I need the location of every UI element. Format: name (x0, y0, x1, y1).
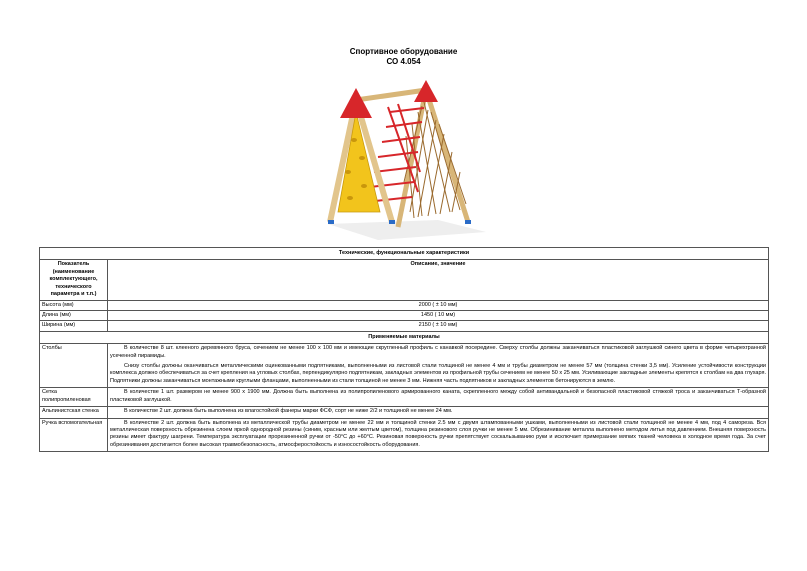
equipment-illustration (318, 72, 490, 242)
row-label: Длина (мм) (40, 310, 108, 320)
row-description (108, 418, 769, 452)
table-row (40, 300, 769, 310)
table-row (40, 418, 769, 452)
row-label: Высота (мм) (40, 300, 108, 310)
row-description (108, 407, 769, 418)
row-description (108, 344, 769, 388)
row-value: 2000 ( ± 10 мм) (108, 300, 769, 310)
table-row (40, 407, 769, 418)
row-label: Сетка полипропиленовая (40, 388, 108, 407)
table-row (40, 310, 769, 320)
description-paragraph: В количестве 1 шт. размером не менее 900 х 1900 мм. Должна быть выполнена из полипропиленового армированного каната, скрепленного между собой антивандальной и безопасной пластиковой стяжкой троса и заканчиваться Т-образной пластиковой заглушкой. (110, 389, 766, 403)
row-label: Ширина (мм) (40, 321, 108, 331)
row-value: 1450 ( 10 мм) (108, 310, 769, 320)
table-row (40, 344, 769, 388)
table-row (40, 321, 769, 331)
section-title-materials: Применяемые материалы (40, 331, 769, 343)
description-paragraph: Снизу столбы должны оканчиваться металлическими оцинкованными подпятниками, выполненными из листовой стали толщиной не менее 4 мм и трубы диаметром не менее 57 мм (толщина стенки 3,5 мм). Усиление устойчивости конструкции комплекса должно обеспечиваться за счет крепления на угловых столбах, перпендикулярно подпятникам, закладных элементов из профильной трубы сечением не менее 50 х 25 мм. Усиливающие закладные элементы крепятся к столбам на два глухаря. Подпятники должны заканчиваться монтажными круглыми фланцами, выполненными из стали толщиной не менее 3 мм. Нижняя часть подпятников и закладных элементов бетонируются в землю. (110, 363, 766, 384)
section-title-characteristics: Технические, функциональные характеристики (40, 248, 769, 260)
row-value: 2150 ( ± 10 мм) (108, 321, 769, 331)
row-label: Альпинистская стенка (40, 407, 108, 418)
page-title: Спортивное оборудование (349, 47, 458, 56)
description-paragraph: В количестве 8 шт. клееного деревянного бруса, сечением не менее 100 х 100 мм и имеющие скругленный профиль с канавкой посередине. Сверху столбы должны заканчиваться пластиковой заглушкой синего цвета в форме четырехгранной усеченной пирамиды. (110, 345, 766, 359)
row-label: Ручка вспомогательная (40, 418, 108, 452)
column-header-parameter: Показатель (наименование комплектующего, технического параметра и т.п.) (40, 260, 108, 300)
table-row (40, 388, 769, 407)
row-label: Столбы (40, 344, 108, 388)
description-paragraph: В количестве 2 шт. должна быть выполнена из металлической трубы диаметром не менее 22 мм и толщиной стенки 2.5 мм с двумя штампованными ушками, выполненными из листовой стали толщиной не менее 4 мм, под 4 самореза. Вся металлическая поверхность обрезинена слоем яркой однородной резины (синим, красным или желтым цветом), толщина резинового слоя ручки не менее 5 мм. Обрезинивание металла выполнено методом литья под давлением. Внешняя поверхность резины имеет фактуру шагрени. Температура эксплуатации прорезиненной ручки от -50°С до +60°С. Резиновая поверхность ручки препятствует соскальзыванию руки и исключает примерзание мягких тканей человека в холодное время года. За счет обрезинивания достигается более высокая травмобезопасность, атмосферостойкость и износостойкость оборудования. (110, 419, 766, 448)
spec-table (39, 247, 769, 452)
description-paragraph: В количестве 2 шт. должна быть выполнена из влагостойкой фанеры марки ФСФ, сорт не ниже 2/2 и толщиной не менее 24 мм. (124, 408, 453, 415)
column-header-description: Описание, значение (108, 260, 769, 300)
row-description (108, 388, 769, 407)
product-code: СО 4.054 (386, 57, 421, 66)
